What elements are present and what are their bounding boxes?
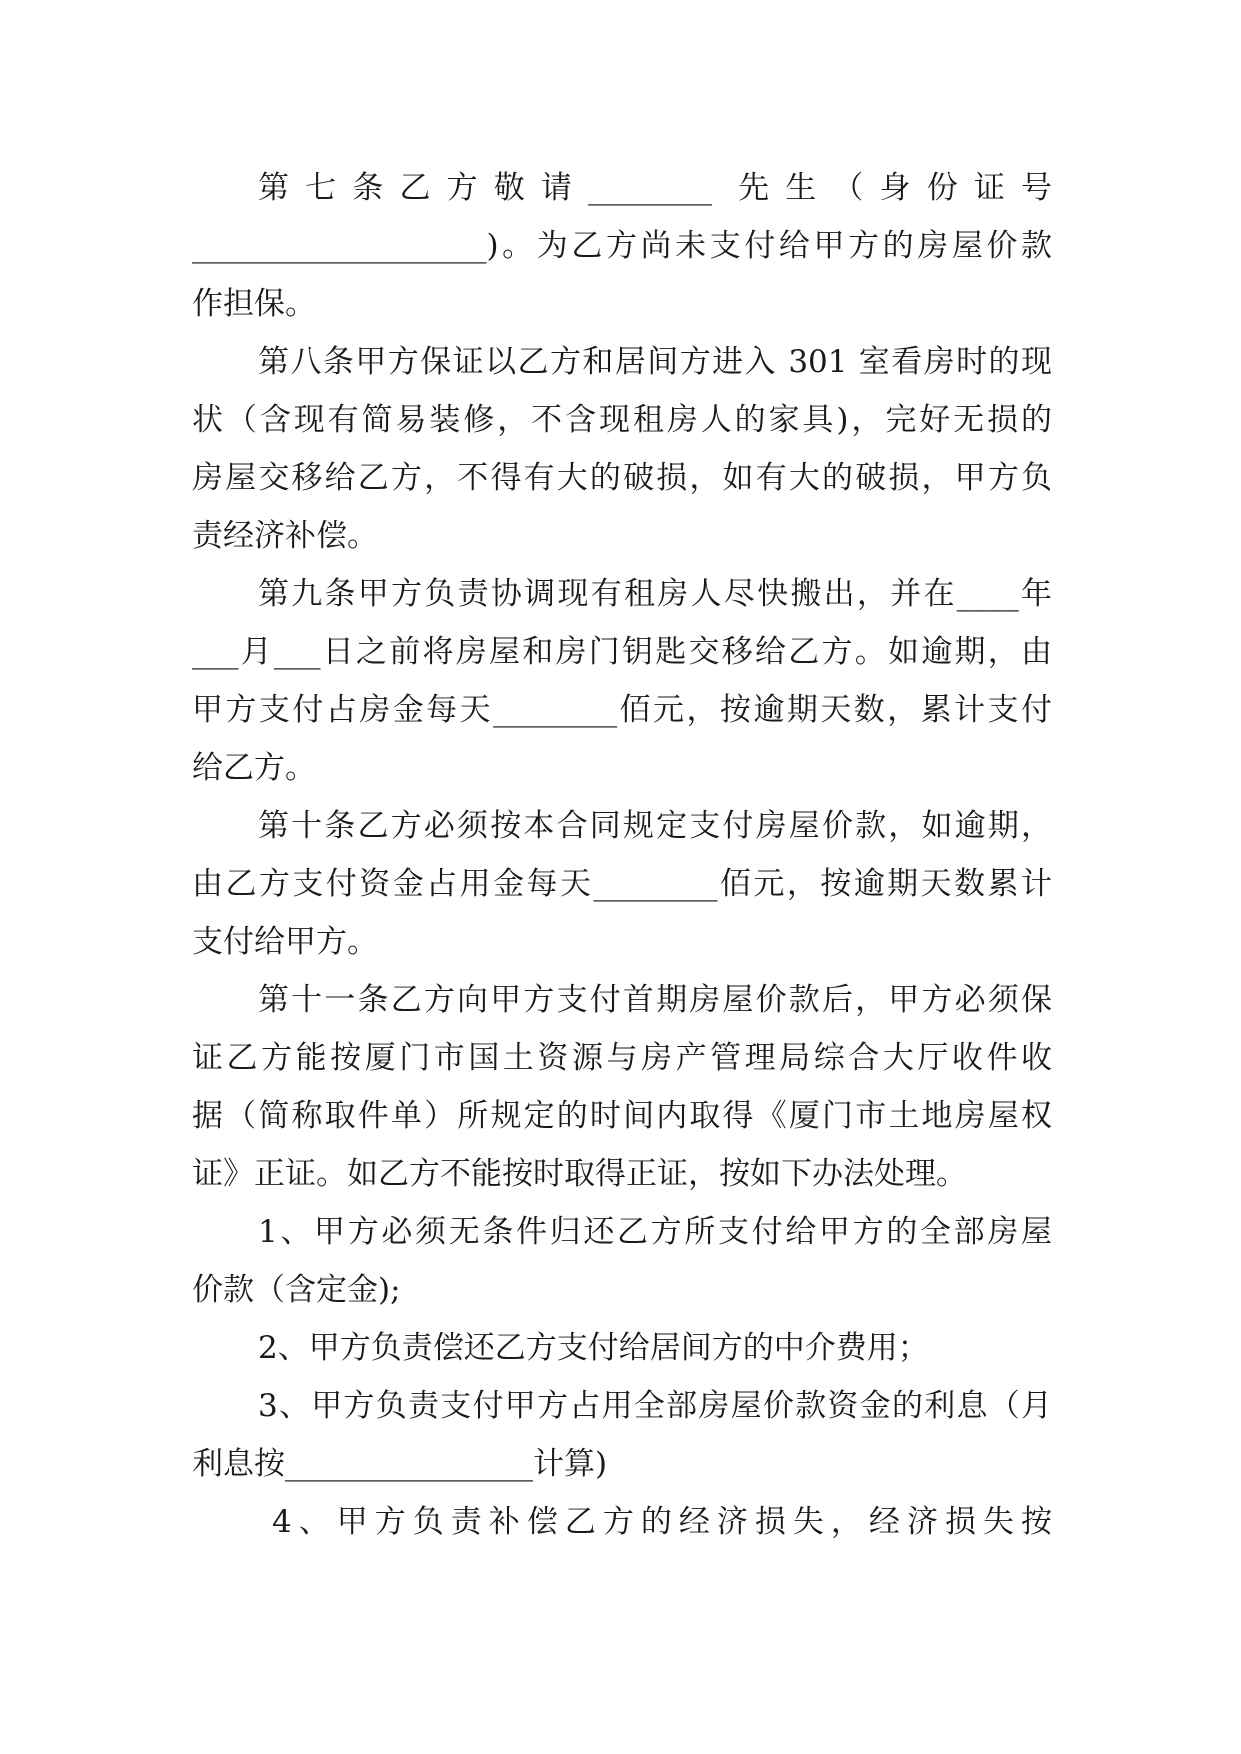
text-line: ___________________)。为乙方尚未支付给甲方的房屋价款 [192,228,1052,264]
text-line: 责经济补偿。 [192,518,378,554]
text-line: 4、甲方负责补偿乙方的经济损失，经济损失按 [272,1504,1052,1540]
text-line: 房屋交移给乙方，不得有大的破损，如有大的破损，甲方负 [192,460,1052,496]
text-line: 第十一条乙方向甲方支付首期房屋价款后，甲方必须保 [258,982,1052,1018]
text-line: ___月___日之前将房屋和房门钥匙交移给乙方。如逾期，由 [192,634,1052,670]
text-line: 利息按________________计算) [192,1446,608,1482]
text-line: 第八条甲方保证以乙方和居间方进入 301 室看房时的现 [258,344,1052,380]
text-line: 由乙方支付资金占用金每天________佰元，按逾期天数累计 [192,866,1052,902]
text-line: 第九条甲方负责协调现有租房人尽快搬出，并在____年 [258,576,1052,612]
text-line: 2、甲方负责偿还乙方支付给居间方的中介费用； [258,1330,929,1366]
text-line: 价款（含定金); [192,1272,401,1308]
text-line: 证》正证。如乙方不能按时取得正证，按如下办法处理。 [192,1156,967,1192]
text-line: 3、甲方负责支付甲方占用全部房屋价款资金的利息（月 [258,1388,1052,1424]
text-line: 甲方支付占房金每天________佰元，按逾期天数，累计支付 [192,692,1052,728]
text-line: 支付给甲方。 [192,924,378,960]
text-line: 给乙方。 [192,750,316,786]
text-line: 据（简称取件单）所规定的时间内取得《厦门市土地房屋权 [192,1098,1052,1134]
text-line: 状（含现有简易装修，不含现租房人的家具)，完好无损的 [192,402,1052,438]
text-line: 第十条乙方必须按本合同规定支付房屋价款，如逾期， [258,808,1052,844]
text-line: 第七条乙方敬请________ 先生（身份证号 [258,170,1052,206]
text-line: 作担保。 [192,286,316,322]
text-line: 1、甲方必须无条件归还乙方所支付给甲方的全部房屋 [258,1214,1052,1250]
text-line: 证乙方能按厦门市国土资源与房产管理局综合大厅收件收 [192,1040,1052,1076]
